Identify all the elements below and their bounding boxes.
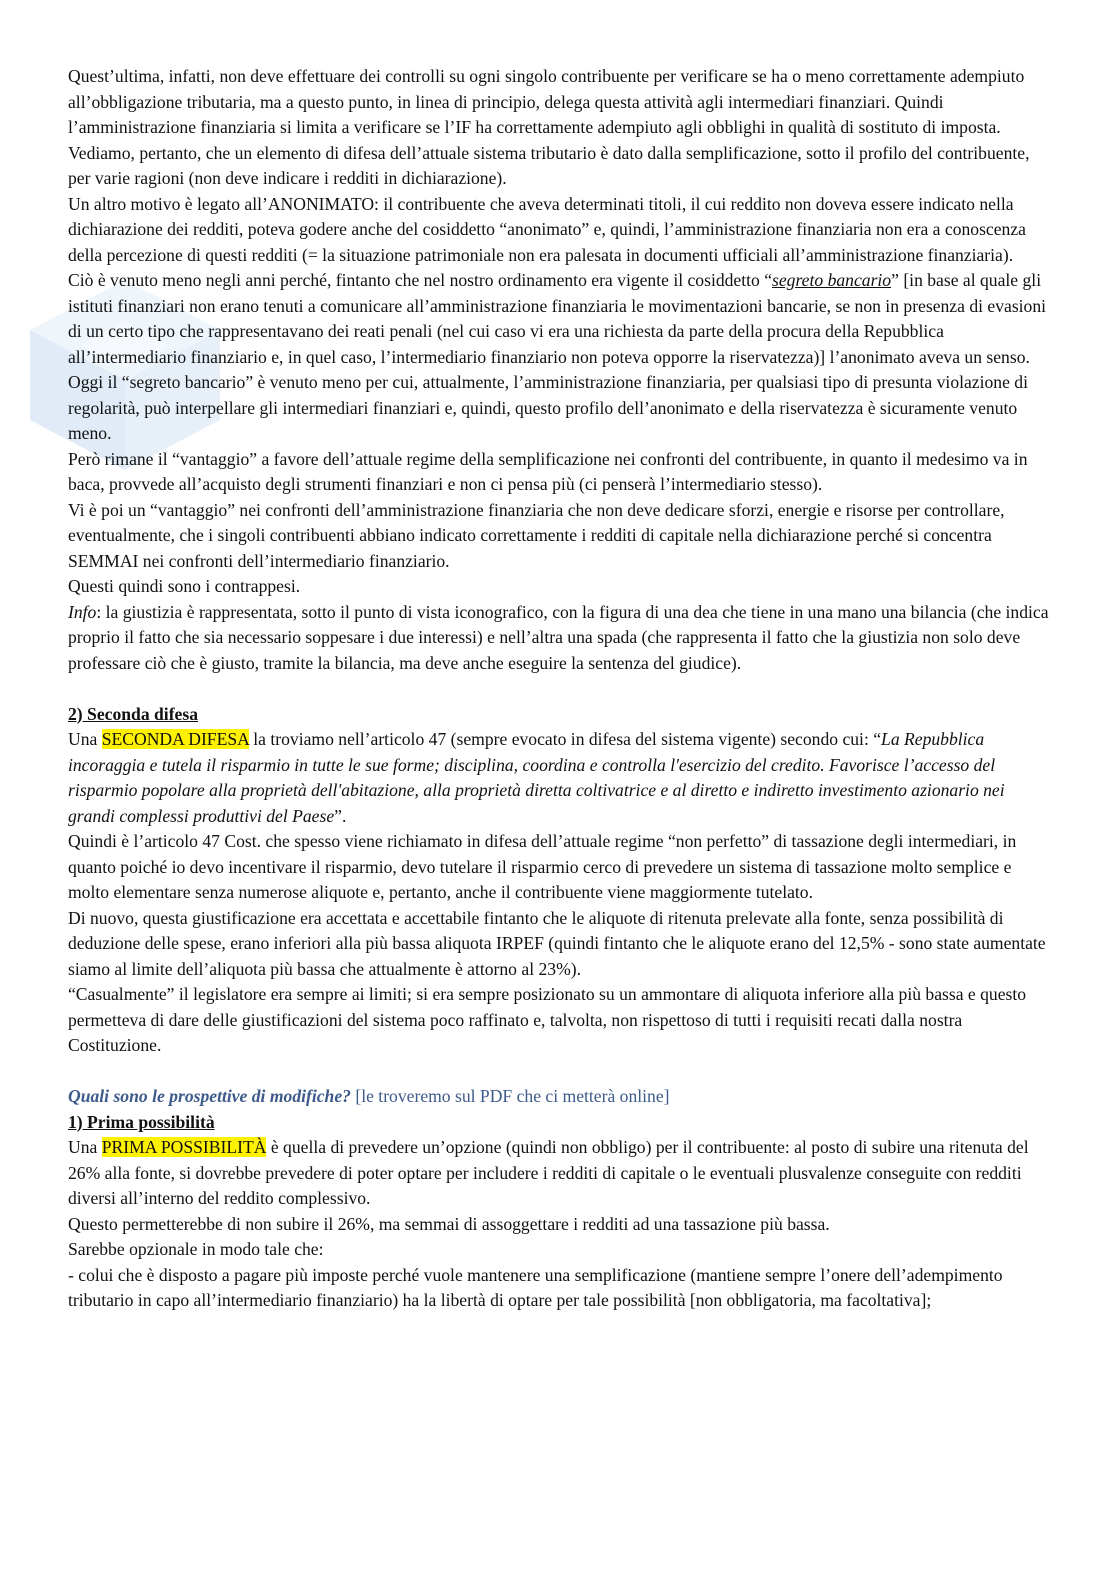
section-heading-prima-possibilita: 1) Prima possibilità [68, 1111, 215, 1132]
spacer [68, 1059, 1053, 1085]
section-heading-seconda-difesa: 2) Seconda difesa [68, 703, 199, 724]
articolo-47-quote: La Repubblica incoraggia e tutela il risparmio in tutte le sue forme; disciplina, coordina e controlla l'esercizio del credito. Favorisce l’accesso del risparmio popolare alla proprietà dell'abitazione, alla proprietà diretta coltivatrice e al diretto e indiretto investimento azionario nei grandi complessi produttivi del Paese [68, 729, 1005, 826]
highlight-seconda-difesa: SECONDA DIFESA [101, 729, 249, 749]
list-item-disposto-pagare: - colui che è disposto a pagare più imposte perché vuole mantenere una semplificazione (mantiene sempre l’onere dell’adempimento tributario in capo all’intermediario finanziario) ha la libertà di optare per tale possibilità [non obbligatoria, ma facoltativa]; [68, 1264, 1003, 1310]
segreto-bancario-after: ” [in base al quale gli istituti finanziari non erano tenuti a comunicare all’amministrazione finanziaria le movimentazioni bancarie, se non in presenza di evasioni di un certo tipo che rappresentavano dei reati penali (nel cui caso vi era una richiesta da parte della procura della Repubblica all’intermediario finanziario e, in quel caso, l’intermediario finanziario non poteva opporre la riservatezza)] l’anonimato aveva un senso. [68, 270, 1047, 367]
spacer [68, 676, 1053, 702]
document-body [68, 64, 1053, 1314]
paragraph-giustificazione: Di nuovo, questa giustificazione era accettata e accettabile fintanto che le aliquote di ritenuta prelevate alla fonte, senza possibilità di deduzione delle spese, erano inferiori alla più bassa aliquota IRPEF (quindi fintanto che le aliquote erano del 12,5% - sono state aumentate siamo al limite dell’aliquota più bassa che attualmente è attorno al 23%). [68, 907, 1046, 979]
highlight-prima-possibilita: PRIMA POSSIBILITÀ [101, 1137, 267, 1157]
segreto-bancario-before: Ciò è venuto meno negli anni perché, fintanto che nel nostro ordinamento era vigente il cosiddetto “ [68, 270, 773, 290]
question-note: [le troveremo sul PDF che ci metterà online] [350, 1086, 670, 1106]
paragraph-opzionale: Sarebbe opzionale in modo tale che: [68, 1239, 324, 1259]
paragraph-casualmente: “Casualmente” il legislatore era sempre ai limiti; si era sempre posizionato su un ammontare di aliquota inferiore alla più bassa e questo permetteva di dare delle giustificazioni del sistema poco raffinato e, talvolta, non rispettoso di tutti i requisiti recati dalla nostra Costituzione. [68, 984, 1027, 1055]
segreto-bancario-term: segreto bancario [772, 270, 892, 290]
paragraph-semplificazione: Vediamo, pertanto, che un elemento di difesa dell’attuale sistema tributario è dato dalla semplificazione, sotto il profilo del contribuente, per varie ragioni (non deve indicare i redditi in dichiarazione). [68, 142, 1030, 188]
seconda-difesa-intro-before: Una [68, 729, 102, 749]
paragraph-if-delega: Quest’ultima, infatti, non deve effettuare dei controlli su ogni singolo contribuente per verificare se ha o meno correttamente adempiuto all’obbligazione tributaria, ma a questo punto, in linea di principio, delega questa attività agli intermediari finanziari. Quindi l’amministrazione finanziaria si limita a verificare se l’IF ha correttamente adempiuto agli obblighi in qualità di sostituto di imposta. [68, 66, 1025, 137]
paragraph-contrappesi: Questi quindi sono i contrappesi. [68, 576, 301, 596]
paragraph-articolo-47-richiamo: Quindi è l’articolo 47 Cost. che spesso viene richiamato in difesa dell’attuale regime “non perfetto” di tassazione degli intermediari, in quanto poiché io devo incentivare il risparmio, devo tutelare il risparmio cerco di prevedere un sistema di tassazione molto semplice e molto elementare senza numerose aliquote e, pertanto, anche il contribuente viene maggiormente tutelato. [68, 831, 1017, 902]
quote-end: ”. [334, 805, 347, 826]
paragraph-info [68, 600, 1053, 677]
paragraph-articolo-47 [68, 727, 1053, 829]
info-text: : la giustizia è rappresentata, sotto il punto di vista iconografico, con la figura di una dea che tiene in una mano una bilancia (che indica proprio il fatto che sia necessario soppesare i due interessi) e nell’altra una spada (che rappresenta il fatto che la giustizia non solo deve professare ciò che è giusto, tramite la bilancia, ma deve anche eseguire la sentenza del giudice). [68, 601, 1049, 673]
prima-possibilita-intro-before: Una [68, 1137, 102, 1157]
question-prospettive [68, 1084, 1053, 1110]
paragraph-segreto-bancario [68, 268, 1053, 370]
info-label: Info [68, 601, 97, 622]
paragraph-prima-possibilita [68, 1135, 1053, 1212]
prima-possibilita-intro-after: è quella di prevedere un’opzione (quindi non obbligo) per il contribuente: al posto di subire una ritenuta del 26% alla fonte, si dovrebbe prevedere di poter optare per includere i redditi di capitale o le eventuali plusvalenze conseguite con redditi diversi all’interno del reddito complessivo. [68, 1137, 1029, 1208]
paragraph-vantaggio-contribuente: Però rimane il “vantaggio” a favore dell’attuale regime della semplificazione nei confronti del contribuente, in quanto il medesimo va in baca, provvede all’acquisto degli strumenti finanziari e non ci pensa più (ci penserà l’intermediario stesso). [68, 448, 1028, 494]
paragraph-non-subire: Questo permetterebbe di non subire il 26%, ma semmai di assoggettare i redditi ad una tassazione più bassa. [68, 1213, 830, 1234]
question-title: Quali sono le prospettive di modifiche? [68, 1086, 351, 1106]
paragraph-oggi: Oggi il “segreto bancario” è venuto meno per cui, attualmente, l’amministrazione finanziaria, per qualsiasi tipo di presunta violazione di regolarità, può interpellare gli intermediari finanziari e, quindi, questo profilo dell’anonimato e della riservatezza è sicuramente venuto meno. [68, 372, 1028, 443]
seconda-difesa-intro-after: la troviamo nell’articolo 47 (sempre evocato in difesa del sistema vigente) secondo cui: “ [248, 729, 882, 749]
paragraph-anonimato: Un altro motivo è legato all’ANONIMATO: il contribuente che aveva determinati titoli, il cui reddito non doveva essere indicato nella dichiarazione dei redditi, poteva godere anche del cosiddetto “anonimato” e, quindi, l’amministrazione finanziaria non era a conoscenza della percezione di questi redditi (= la situazione patrimoniale non era palesata in documenti ufficiali all’amministrazione finanziaria). [68, 193, 1026, 265]
paragraph-vantaggio-amministrazione: Vi è poi un “vantaggio” nei confronti dell’amministrazione finanziaria che non deve dedicare sforzi, energie e risorse per controllare, eventualmente, che i singoli contribuenti abbiano indicato correttamente i redditi di capitale nella dichiarazione perché si concentra SEMMAI nei confronti dell’intermediario finanziario. [68, 499, 1005, 571]
